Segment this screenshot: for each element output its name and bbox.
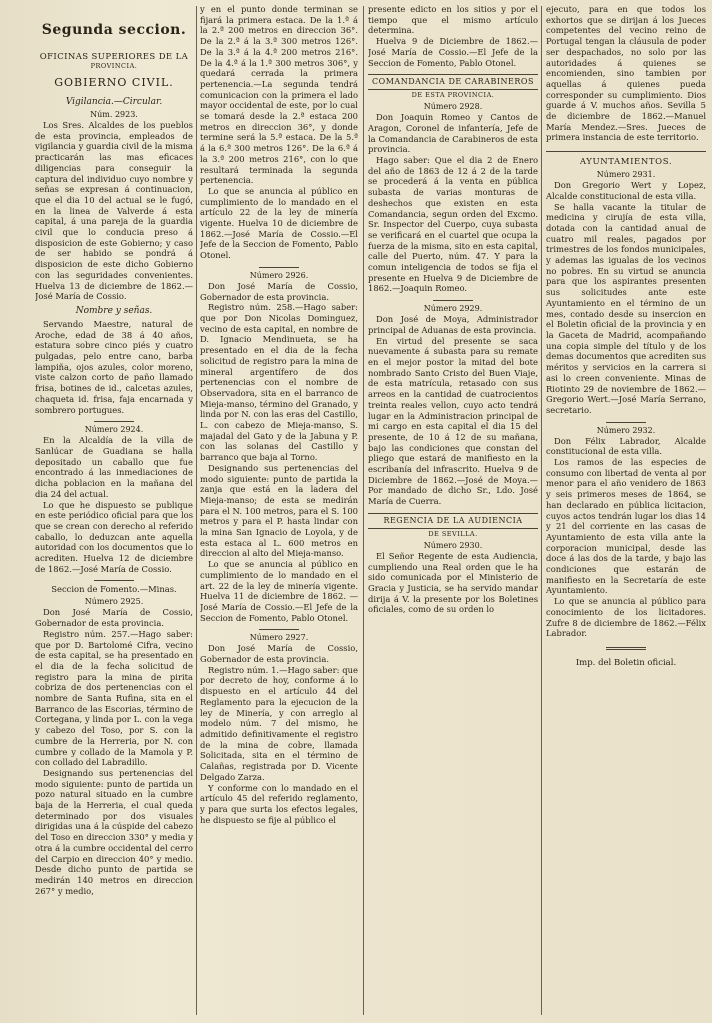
notice-text: En virtud del presente se saca nuevamente á subasta para su remate en el mejor postor la mitad del bote nombrado Santo Cristo del Buen Viaje, de esta matrícula, retasado con sus arreos en la cantidad de cuatrocientos treinta reales vellon, cuyo acto tendrá lugar en la Administracion principal de mi cargo en esta capital el dia 15 del presente, de 10 á 12 de su mañana, bajo las condiciones que constan del pliego que estará de manifiesto en la escribanía del infrascrito. Huelva 9 de Diciembre de 1862.—José de Moya.—Por mandado de dicho Sr., Ldo. José María de Cuerra. — [368, 335, 538, 507]
separator — [259, 629, 299, 630]
offices-subheading: PROVINCIA. — [90, 62, 138, 70]
column-2 — [200, 4, 358, 1017]
notice-text: Lo que se anuncia al público en cumplimiento de lo mandado en el art. 22 de la ley de minería vigente. Huelva 11 de diciembre de 1862. —José María de Cossio.—El Jefe de la Seccion de Fomento, Pablo Otonel. — [200, 559, 358, 623]
notice-text: Lo que he dispuesto se publique en este periódico oficial para que los que se crean con derecho al referido caballo, lo deduzcan ante aquella autoridad con los documentos que lo acrediten. Huelva 12 de diciembre de 1862.—José María de Cossio. — [35, 499, 193, 574]
notice-text: Don Joaquin Romeo y Cantos de Aragon, Coronel de infantería, Jefe de la Comandancia de Carabineros de esta provincia. — [368, 112, 538, 155]
notice-number: Número 2925. — [84, 597, 144, 607]
notice-number: Número 2930. — [423, 540, 483, 550]
notice-text: Servando Maestre, natural de Aroche, edad de 38 á 40 años, estatura sobre cinco piés y cuatro pulgadas, pelo entre cano, barba lampiña, ojos azules, color moreno, viste calzon corto de paño llamado frisa, botines de id., calcetas azules, chaqueta id. frisa, faja encarnada y sombrero portugues. — [35, 318, 193, 415]
separator — [606, 422, 646, 423]
notice-number: Núm. 2923. — [90, 110, 138, 119]
notice-text: Huelva 9 de Diciembre de 1862.—José María de Cossio.—El Jefe de la Seccion de Fomento, Pablo Otonel. — [368, 36, 538, 68]
notice-text: Designando sus pertenencias del modo siguiente: punto de partida la zanja que está en la ladera del Mieja-manso; de esta se medirán para el N. 100 metros, para el S. 100 metros y para el P. hasta lindar con la mina San Ignacio de Loyola, y de esta estaca al L. 600 metros en direccion al alto del Mieja-manso. — [200, 462, 358, 559]
notice-number: Número 2928. — [423, 102, 483, 112]
separator — [94, 580, 134, 581]
carabineros-heading: COMANDANCIA DE CARABINEROS — [368, 74, 538, 90]
notice-number: Número 2924. — [84, 425, 144, 435]
notice-text: Y conforme con lo mandado en el artículo 45 del referido reglamento, y para que surta los efectos legales, he dispuesto se fije al público el — [200, 782, 358, 825]
column-4 — [546, 4, 706, 1017]
separator — [606, 647, 646, 650]
senas-heading: Nombre y señas. — [75, 305, 153, 316]
separator — [433, 300, 473, 301]
section-title: Segunda seccion. — [41, 22, 187, 38]
notice-text: Registro núm. 258.—Hago saber: que por Don Nicolas Dominguez, vecino de esta capital, en nombre de D. Ignacio Mendinueta, se ha presentado en el dia de la fecha solicitud de registro para la mina de mineral argentífero de dos pertenencias con el nombre de Observadora, sita en el barranco de Mieja-manso, término del Granado, y linda por N. con las eras del Castillo, L. con cabezo de Mieja-manso, S. majadal del Gato y de la Jabuna y P. con las solanas del Castillo y barranco que baja al Torno. — [200, 302, 358, 463]
notice-text: Lo que se anuncia al público para conocimiento de los licitadores. Zufre 8 de diciembre de 1862.—Félix Labrador. — [546, 596, 706, 639]
notice-text: Los Sres. Alcaldes de los pueblos de esta provincia, empleados de vigilancia y guardia civil de la misma practicarán las mas eficaces diligencias para conseguir la captura del individuo cuyo nombre y señas se expresan á continuacion, que el dia 10 del actual se le fugó, en la linea de Valverde á esta capital, á una pareja de la guardia civil que lo conducia preso á disposicion de este Gobierno; y caso de ser habido se pondrá á disposicion de este dicho Gobierno con las seguridades convenientes. Huelva 13 de diciembre de 1862.—José María de Cossio. — [35, 120, 193, 302]
notice-text: ejecuto, para en que todos los exhortos que se dirijan á los Jueces competentes del vecino reino de Portugal tengan la cláusula de poder ser despachados, no solo por las autoridades á quienes se encomienden, sino tambien por aquellas á quienes pueda corresponder su cumplimiento. Dios guarde á V. muchos años. Sevilla 5 de diciembre de 1862.—Manuel María Mendez.—Sres. Jueces de primera instancia de este territorio. — [546, 4, 706, 143]
carabineros-subheading: DE ESTA PROVINCIA. — [411, 91, 495, 100]
notice-text: Don José María de Cossio, Gobernador de esta provincia. — [200, 643, 358, 665]
regencia-heading: REGENCIA DE LA AUDIENCIA — [368, 513, 538, 529]
notice-number: Número 2929. — [423, 304, 483, 314]
notice-text: presente edicto en los sitios y por el tiempo que el mismo artículo determina. — [368, 4, 538, 36]
column-rule — [363, 6, 364, 1015]
notice-number: Número 2931. — [596, 170, 656, 180]
separator — [259, 267, 299, 268]
notice-text: Registro núm. 257.—Hago saber: que por D. Bartolomé Cifra, vecino de esta capital, se ha presentado en el dia de la fecha solicitud de registro para la mina de pirita cobriza de dos pertenencias con el nombre de Santa Rufina, sita en el Barranco de las Escorias, término de Cortegana, y linda por L. con la vega y cabezo del Toso, por S. con la cumbre de la Herreria, por N. con cumbre y collado de la Mamola y P. con collado del Labradillo. — [35, 628, 193, 768]
column-rule — [541, 6, 542, 1015]
regencia-subheading: DE SEVILLA. — [428, 529, 478, 538]
notice-text: En la Alcaldía de la villa de Sanlúcar de Guadiana se halla depositado un caballo que fue encontrado á las inmediaciones de dicha poblacion en la mañana del dia 24 del actual. — [35, 435, 193, 499]
separator — [94, 421, 134, 422]
ayuntamientos-heading: AYUNTAMIENTOS. — [546, 151, 706, 167]
gobierno-heading: GOBIERNO CIVIL. — [54, 76, 174, 89]
notice-text: Don Félix Labrador, Alcalde constitucional de esta villa. — [546, 435, 706, 457]
fomento-heading: Seccion de Fomento.—Minas. — [51, 584, 177, 595]
notice-text: Lo que se anuncia al público en cumplimiento de lo mandado en el artículo 22 de la ley de minería vigente. Huelva 10 de diciembre de 1862.—José María de Cossio.—El Jefe de la Seccion de Fomento, Pablo Otonel. — [200, 185, 358, 261]
notice-number: Número 2932. — [596, 425, 656, 435]
notice-text: Designando sus pertenencias del modo siguiente: punto de partida un pozo natural situado en la cumbre baja de la Herreria, el cual queda determinado por dos visuales dirigidas una á la cúspide del cabezo del Toso en direccion 330° y media y otra á la cumbre occidental del cerro del Carpio en direccion 40° y medio. Desde dicho punto de partida se medirán 140 metros en direccion 267° y medio, — [35, 767, 193, 896]
notice-text: Don José María de Cossio, Gobernador de esta provincia. — [200, 280, 358, 302]
notice-number: Número 2926. — [249, 270, 309, 280]
offices-heading: OFICINAS SUPERIORES DE LA — [39, 52, 189, 62]
notice-text: Don Gregorio Wert y Lopez, Alcalde constitucional de esta villa. — [546, 180, 706, 201]
column-1 — [35, 4, 193, 1017]
column-3 — [368, 4, 538, 1017]
notice-text: Don José de Moya, Administrador principal de Aduanas de esta provincia. — [368, 314, 538, 335]
notice-text: Hago saber: Que el dia 2 de Enero del año de 1863 de 12 á 2 de la tarde se procederá á la venta en pública subasta de varias monturas de deshechos que existen en esta Comandancia, segun orden del Excmo. Sr. Inspector del Cuerpo, cuya subasta se verificará en el cuartel que ocupa la fuerza de la misma, sito en esta capital, calle del Puerto, núm. 47. Y para la comun inteligencia de todos se fija el presente en Huelva 9 de Diciembre de 1862.—Joaquin Romeo. — [368, 155, 538, 294]
notice-text: El Señor Regente de esta Audiencia, cumpliendo una Real orden que le ha sido comunicada por el Ministerio de Gracia y Justicia, se ha servido mandar dirija á V. la presente por los Boletines oficiales, como de su orden lo — [368, 550, 538, 615]
notice-text: Los ramos de las especies de consumo con libertad de venta al por menor para el año venidero de 1863 y seis primeros meses de 1864, se han declarado en pública licitacion, cuyos actos tendrán lugar los dias 14 y 21 del corriente en las casas de Ayuntamiento de esta villa ante la corporacion municipal, desde las doce á las dos de la tarde, y bajo las condiciones que estarán de manifiesto en la Secretaría de este Ayuntamiento. — [546, 457, 706, 596]
vigilancia-heading: Vigilancia.—Circular. — [65, 97, 163, 107]
notice-number: Número 2927. — [249, 633, 309, 643]
column-rule — [196, 6, 197, 1015]
notice-text: Don José María de Cossio, Gobernador de esta provincia. — [35, 607, 193, 629]
notice-text: y en el punto donde terminan se fijará la primera estaca. De la 1.ª á la 2.ª 200 metros en direccion 36°. De la 2.ª á la 3.ª 300 metros 126°. De la 3.ª á la 4.ª 200 metros 216°. De la 4.ª á la 1.ª 300 metros 306°, y quedará cerrada la primera pertenencia.—La segunda tendrá comunicacion con la primera el lado mayor occidental de este, por lo cual se tomará desde la 2.ª estaca 200 metros en direccion 36°, y donde termine será la 5.ª estaca. De la 5.ª á la 6.ª 300 metros 126°. De la 6.ª á la 3.ª 200 metros 216°, con lo que resultará terminada la segunda pertenencia. — [200, 4, 358, 186]
printer-imprint: Imp. del Boletin oficial. — [575, 657, 677, 668]
notice-text: Se halla vacante la titular de medicina y cirujía de esta villa, dotada con la cantidad anual de cuatro mil reales, pagados por trimestres de los fondos municipales, y ademas las igualas de los vecinos no pobres. En su virtud se anuncia para que los aspirantes presenten sus solicitudes ante este Ayuntamiento en el término de un mes, contado desde su insercion en el Boletin oficial de la provincia y en la Gaceta de Madrid, acompañando una copia simple del título y de los demas documentos que acrediten sus méritos y servicios en la carrera si asi lo creen conveniente. Minas de Riotinto 29 de noviembre de 1862.—Gregorio Wert.—José María Serrano, secretario. — [546, 201, 706, 415]
notice-text: Registro núm. 1.—Hago saber: que por decreto de hoy, conforme á lo dispuesto en el artículo 44 del Reglamento para la ejecucion de la ley de Minería, y con arreglo al modelo núm. 7 del mismo, he admitido definitivamente el registro de la mina de cobre, llamada Solicitada, sita en el término de Calañas, registrada por D. Vicente Delgado Zarza. — [200, 664, 358, 782]
